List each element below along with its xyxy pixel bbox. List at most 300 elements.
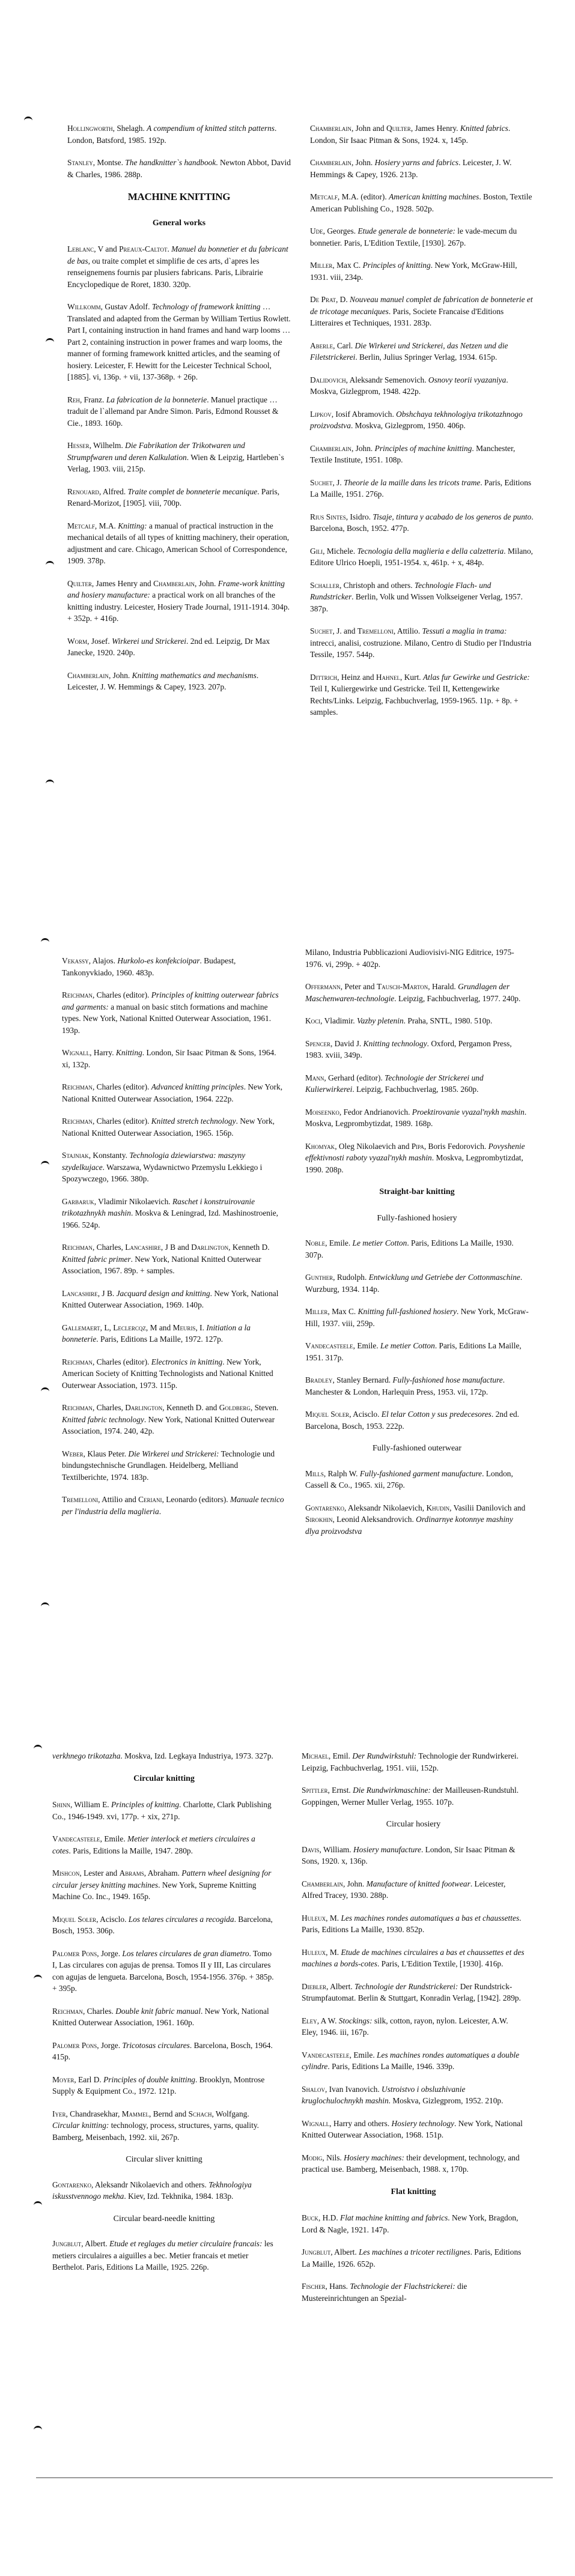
work-title: Ordinarnye kotonnye mashiny dlya proizvodstva xyxy=(305,1515,513,1536)
bibliography-entry xyxy=(305,1502,529,1538)
author-surname: Modig xyxy=(302,2153,323,2162)
work-title: The handknitter`s handbook xyxy=(125,158,216,167)
author-surname: Huleux xyxy=(302,1913,326,1923)
author-surname: Reichman xyxy=(62,1117,93,1126)
citation-text: . 2nd ed. Leipzig, Dr Max Janecke, 1920. 240p. xyxy=(67,636,270,657)
bibliography-entry xyxy=(67,578,291,625)
bibliography-entry xyxy=(310,580,534,615)
work-title: Entwicklung und Getriebe der Cottonmaschine xyxy=(368,1273,520,1282)
author-surname: Dalidovich xyxy=(310,375,346,384)
citation-text: , John and xyxy=(351,124,386,133)
author-surname: Eley xyxy=(302,2016,317,2025)
citation-text: . Berlin, Volk und Wissen Volkseigener Verlag, 1957. 387p. xyxy=(310,592,523,613)
work-title: Principles of double knitting xyxy=(103,2074,195,2084)
citation-text: . Moskva, Legprombytizdat, 1989. 168p. xyxy=(305,1107,527,1128)
work-title: Knitting xyxy=(115,1048,142,1057)
author-surname: Ceriani xyxy=(138,1495,162,1504)
bibliography-entry xyxy=(310,374,534,398)
citation-text: . Leicester, Alfred Tracey, 1930. 288p. xyxy=(302,1879,506,1900)
citation-text: . Kiev, Izd. Tekhnika, 1984. 183p. xyxy=(124,2192,234,2201)
citation-text: , M.A. (editor). xyxy=(337,192,389,201)
citation-text: . New York, National Knitted Outerwear Association, 1961. 160p. xyxy=(52,2006,269,2027)
citation-text: . Paris, Editions La Maille, 1951. 276p. xyxy=(310,477,532,499)
author-surname: Diebler xyxy=(302,1981,327,1991)
citation-text: , J. and xyxy=(332,626,357,635)
citation-text: , Acisclo. xyxy=(349,1410,382,1419)
author-surname: Aberle xyxy=(310,341,333,350)
bibliography-entry xyxy=(302,1784,525,1808)
citation-text: , Gustav Adolf. xyxy=(100,302,152,311)
work-title: Die Rundwirkmaschine: xyxy=(353,1786,431,1795)
bibliography-entry xyxy=(62,1288,285,1311)
citation-text: . Tomo I, Las circulares con agujas de prensa. Tomos II y III, Las circulares con agujas de lengueta. Barcelona, Bosch, 1954-1956. 376p. + 385p. + 395p. xyxy=(52,1948,274,1993)
citation-text: . New York, National Knitted Outerwear Association, 1968. 151p. xyxy=(302,2118,523,2139)
author-surname: Fischer xyxy=(302,2282,326,2291)
bibliography-entry xyxy=(302,1947,525,1970)
citation-text: , Acisclo. xyxy=(96,1914,129,1924)
work-title: Fully-fashioned hose manufacture xyxy=(392,1375,503,1384)
bibliography-entry xyxy=(62,1196,285,1231)
citation-text: . 2nd ed. Barcelona, Bosch, 1953. 222p. xyxy=(305,1410,519,1431)
bibliography-entry xyxy=(310,259,534,283)
citation-text: , John. xyxy=(351,443,375,453)
author-surname: Quilter xyxy=(386,124,411,133)
citation-text: Technologie und bindungstechnische Grundlagen. Heidelberg, Melliand Textilberichte, 1974. 183p. xyxy=(62,1449,275,1482)
citation-text: , Kenneth D. and xyxy=(162,1403,219,1412)
bibliography-entry xyxy=(67,486,291,509)
scan-mark-icon xyxy=(34,1975,42,1981)
author-surname: Noble xyxy=(305,1238,326,1247)
citation-text: , Chandrasekhar, xyxy=(65,2109,122,2118)
bibliography-entry xyxy=(305,1271,529,1295)
work-title: Knitted fabric primer xyxy=(62,1254,131,1264)
citation-text: , John. xyxy=(342,1879,367,1888)
work-title: Principles of knitting xyxy=(362,261,431,270)
citation-text: . Moskva, Gizlegprom, 1948. 422p. xyxy=(310,375,508,396)
citation-text: , Wolfgang. xyxy=(211,2109,249,2118)
bibliography-entry xyxy=(305,1306,529,1329)
work-title: Los telares circulares a recogida xyxy=(128,1914,234,1924)
scan-mark-icon xyxy=(46,780,54,786)
author-surname: Michael xyxy=(302,1751,329,1760)
author-surname: Tausch-Marton xyxy=(376,982,428,991)
citation-text: , Harald. xyxy=(428,982,458,991)
citation-text: . New York, National Knitted Outerwear Association, 1967. 89p. + samples. xyxy=(62,1254,261,1275)
author-surname: Vandecasteele xyxy=(302,2050,350,2059)
work-title: Osnovy teorii vyazaniya xyxy=(428,375,507,384)
work-title: Tisaje, tintura y acabado de los generos de punto xyxy=(373,512,532,521)
citation-text: , William E. xyxy=(70,1800,111,1809)
work-title: Metier interlock et metiers circulaires a cotes xyxy=(52,1834,255,1855)
work-title: Tessuti a maglia in trama: xyxy=(422,626,507,635)
work-title: Technologia dziewiarstwa: maszyny szydelkujace xyxy=(62,1151,246,1172)
author-surname: Shinn xyxy=(52,1800,70,1809)
citation-text: . Moskva, Gizlegprom, 1952. 210p. xyxy=(388,2096,504,2105)
citation-text: , Harry. xyxy=(90,1048,116,1057)
author-surname: Lancashire xyxy=(125,1243,161,1252)
work-title: Theorie de la maille dans les tricots trame xyxy=(344,477,481,487)
author-surname: Reichman xyxy=(62,1243,93,1252)
work-title: verkhnego trikotazha xyxy=(52,1751,121,1760)
author-surname: Darlington xyxy=(191,1243,229,1252)
work-title: Hosiery manufacture xyxy=(353,1844,421,1854)
author-surname: Lancashire xyxy=(62,1288,98,1298)
work-title: American knitting machines xyxy=(389,192,479,201)
citation-text: technology, process, structures, yarns, quality. Bamberg, Meisenbach, 1992. xii, 267p. xyxy=(52,2121,260,2142)
citation-text: , Emil. xyxy=(328,1751,353,1760)
citation-text: , Isidro. xyxy=(345,512,373,521)
bibliography-entry xyxy=(67,520,291,567)
author-surname: Miller xyxy=(305,1307,328,1316)
citation-text: , Jorge. xyxy=(97,2040,123,2050)
bibliography-entry xyxy=(310,294,534,329)
citation-text: , Leonardo (editors). xyxy=(162,1495,230,1504)
bibliography-entry xyxy=(62,1115,285,1139)
citation-text: . Brooklyn, Montrose Supply & Equipment Co., 1972. 121p. xyxy=(52,2074,265,2096)
citation-text: , Nils. xyxy=(322,2153,344,2162)
author-surname: Reichman xyxy=(62,1357,93,1366)
bibliography-entry xyxy=(52,2040,276,2063)
citation-text: , Heinz and xyxy=(337,672,376,682)
work-title: Jacquard design and knitting xyxy=(116,1288,210,1298)
page-3-right-column xyxy=(302,1750,525,2315)
bibliography-entry xyxy=(67,243,291,290)
bibliography-entry xyxy=(52,2179,276,2202)
citation-text: . Charlotte, Clark Publishing Co., 1946-1949. xvi, 177p. + xix, 271p. xyxy=(52,1800,272,1821)
work-title: Les machines rondes automatiques a bas et chaussettes xyxy=(341,1913,520,1923)
work-title: Die Wirkerei und Strickerei: xyxy=(128,1449,219,1458)
citation-text: a manual on basic stitch formations and machine types. New York, National Knitted Outerwear Association, 1961. 193p. xyxy=(62,1002,272,1035)
citation-text: , Max C. xyxy=(332,261,363,270)
citation-text: . xyxy=(167,244,172,253)
scan-mark-icon xyxy=(46,561,54,568)
bibliography-entry xyxy=(310,225,534,249)
author-surname: Meuris xyxy=(172,1323,196,1332)
citation-text: . Paris, Editions La Maille, 1930. 307p. xyxy=(305,1238,514,1259)
author-surname: Khudin xyxy=(426,1503,450,1512)
author-surname: Preaux-Caltot xyxy=(119,244,168,253)
author-surname: Bradley xyxy=(305,1375,333,1384)
scan-mark-icon xyxy=(34,2201,42,2208)
bibliography-entry xyxy=(62,1494,285,1517)
minor-heading: Fully-fashioned hosiery xyxy=(377,1213,457,1223)
citation-text: , M.A. xyxy=(94,521,118,530)
work-title: Die Fabrikation der Trikotwaren und Strumpfwaren und deren Kalkulation xyxy=(67,441,245,462)
citation-text: , Rudolph. xyxy=(333,1273,369,1282)
bibliography-entry xyxy=(310,157,534,180)
citation-text: , Steven. xyxy=(250,1403,279,1412)
citation-text: , Emile. xyxy=(349,2050,377,2059)
work-title: Der Rundwirkstuhl: xyxy=(352,1751,417,1760)
bibliography-entry xyxy=(62,955,285,978)
citation-text: . Paris, Editions La Maille, 1930. 852p. xyxy=(302,1913,522,1934)
author-surname: Abrams xyxy=(119,1868,144,1877)
citation-text: , Ivan Ivanovich. xyxy=(324,2084,382,2094)
bibliography-entry xyxy=(62,1241,285,1277)
author-surname: De Prat xyxy=(310,295,336,304)
work-title: Knitted fabric technology xyxy=(62,1414,144,1424)
work-title: Grundlagen der Maschenwaren-technologie xyxy=(305,982,510,1003)
author-surname: Chamberlain xyxy=(310,443,351,453)
citation-text: . Budapest, Tankonyvkiado, 1960. 483p. xyxy=(62,956,236,977)
work-title: Knitted fabrics xyxy=(460,124,508,133)
citation-text: . Paris, Editions La Maille, 1951. 317p. xyxy=(305,1341,522,1362)
citation-text: . Manchester, Textile Institute, 1951. 108p. xyxy=(310,443,516,464)
bibliography-entry xyxy=(305,1015,529,1027)
citation-text: , I. xyxy=(195,1323,207,1332)
author-surname: Gontarenko xyxy=(305,1503,344,1512)
bibliography-entry xyxy=(302,2049,525,2073)
citation-text: . Paris, Editions la Maille, 1947. 280p. xyxy=(68,1846,193,1855)
citation-text: , Peter and xyxy=(340,982,377,991)
citation-text: , A W. xyxy=(317,2016,339,2025)
bibliography-entry xyxy=(52,2108,276,2144)
citation-text: , Josef. xyxy=(87,636,112,646)
citation-text: . Leicester, J. W. Hemmings & Capey, 1926. 213p. xyxy=(310,158,512,179)
scan-mark-icon xyxy=(41,1602,49,1609)
bibliography-entry xyxy=(305,1141,529,1176)
author-surname: Sirokhin xyxy=(305,1515,333,1524)
work-title: Le metier Cotton xyxy=(380,1341,435,1350)
citation-text: . Milano, Editore Ulrico Hoepli, 1951-1954. x, 461p. + x, 484p. xyxy=(310,546,534,567)
citation-text: a manual of practical instruction in the mechanical details of all types of knitting machinery, their operation, adjustment and care. Chicago, American School of Correspondence, 1909. 378p. xyxy=(67,521,290,565)
citation-text: , V and xyxy=(94,244,120,253)
work-title: Los telares circulares de gran diametro xyxy=(122,1948,249,1958)
citation-text: , Montse. xyxy=(93,158,126,167)
citation-text: , ou traite complet et simplifie de ces arts, d`apres les renseignemens fournis par plusiers fabricans. Paris, Librairie Encyclopedique de Roret, 1830. 320p. xyxy=(67,256,263,289)
bibliography-entry xyxy=(62,1047,285,1070)
citation-text: . Warszawa, Wydawnictwo Przemyslu Lekkiego i Spozywczego, 1966. 380p. xyxy=(62,1162,263,1183)
bibliography-entry xyxy=(67,670,291,693)
citation-text: , Max C. xyxy=(327,1307,358,1316)
citation-text: , Aleksandr Nikolaevich and others. xyxy=(91,2180,209,2189)
work-title: Knitting full-fashioned hosiery xyxy=(357,1307,457,1316)
bibliography-entry xyxy=(302,2152,525,2175)
bibliography-entry xyxy=(305,1072,529,1096)
work-title: Etude et reglages du metier circulaire francais: xyxy=(109,2239,263,2248)
work-title: Principles of machine knitting xyxy=(374,443,472,453)
work-title: La fabrication de la bonneterie xyxy=(106,395,207,404)
author-surname: Schaller xyxy=(310,580,339,590)
bibliography-entry xyxy=(305,1038,529,1061)
page-1-left-column xyxy=(67,123,291,704)
bibliography-entry xyxy=(310,408,534,432)
citation-text: , Vladimir. xyxy=(320,1016,357,1025)
citation-text: , Ernst. xyxy=(327,1786,353,1795)
author-surname: Buck xyxy=(302,2213,318,2222)
citation-text: . Paris, Editions La Maille, 1946. 339p. xyxy=(327,2062,455,2071)
citation-text: , Michele. xyxy=(323,546,357,556)
citation-text: . Paris, L'Edition Textile, [1930]. 416p. xyxy=(377,1959,504,1968)
author-surname: Gili xyxy=(310,546,323,556)
bibliography-entry xyxy=(67,394,291,429)
bibliography-entry xyxy=(302,1981,525,2004)
citation-text: , L, xyxy=(100,1323,114,1332)
citation-text: , Attilio. xyxy=(393,626,422,635)
work-title: Tricotosas circulares xyxy=(122,2040,190,2050)
citation-text: … Translated and adapted from the German by William Tertius Rowlett. Part I, containing instruction in hand frames and hand warp looms … Part 2, containing instruction in power frames and warp looms, the manner of forming framework knitted articles, and the seaming of hosiery. Leicester, F. Hewitt for the Leicester Technical School, [1885]. vi, 136p. + vii, 137-368p. + 26p. xyxy=(67,302,291,381)
citation-text: , Abraham. xyxy=(144,1868,182,1877)
work-title: Pattern wheel designing for circular jersey knitting machines xyxy=(52,1868,272,1890)
work-title: A compendium of knitted stitch patterns xyxy=(147,124,275,133)
citation-text: , J. xyxy=(332,477,344,487)
citation-text: . London, Sir Isaac Pitman & Sons, 1924. x, 145p. xyxy=(310,124,511,145)
citation-text: silk, cotton, rayon, nylon. Leicester, A.W. Eley, 1946. iii, 167p. xyxy=(302,2016,508,2037)
work-title: Povyshenie effektivnosti raboty vyazal'nykh mashin xyxy=(305,1141,525,1162)
author-surname: Darlington xyxy=(125,1403,163,1412)
citation-text: , D. xyxy=(335,295,350,304)
work-title: Wirkerei und Strickerei xyxy=(112,636,187,646)
citation-text: . New York, National Knitted Outerwear Association, 1965. 156p. xyxy=(62,1117,275,1138)
author-surname: Miquel Soler xyxy=(52,1914,97,1924)
bibliography-entry xyxy=(310,477,534,500)
work-title: Circular knitting: xyxy=(52,2121,109,2130)
bibliography-entry xyxy=(305,1408,529,1432)
bibliography-entry xyxy=(302,1878,525,1902)
author-surname: Dittrich xyxy=(310,672,338,682)
citation-text: , Kenneth D. xyxy=(228,1243,270,1252)
minor-heading: Circular sliver knitting xyxy=(126,2155,202,2164)
citation-text: , Carl. xyxy=(333,341,355,350)
work-title: Le metier Cotton xyxy=(352,1238,407,1247)
author-surname: Wignall xyxy=(62,1048,90,1057)
author-surname: Khomyak xyxy=(305,1141,335,1151)
work-title: Tecnologia della maglieria e della calzetteria xyxy=(357,546,504,556)
bibliography-entry xyxy=(310,443,534,466)
work-title: Proektirovanie vyazal'nykh mashin xyxy=(412,1107,525,1117)
citation-text: , Charles, xyxy=(92,1403,126,1412)
citation-text: , Charles (editor). xyxy=(92,1082,151,1091)
citation-text: , Christoph and others. xyxy=(339,580,415,590)
citation-text: , Attilio and xyxy=(98,1495,139,1504)
subsection-heading: General works xyxy=(152,218,206,228)
work-title: Hosiery technology xyxy=(391,2118,455,2128)
author-surname: Ude xyxy=(310,226,323,235)
citation-text: , Jorge. xyxy=(97,1948,123,1958)
citation-text: . Paris, Editions La Maille, 1926. 652p. xyxy=(302,2247,522,2268)
bibliography-entry xyxy=(302,1844,525,1867)
citation-text: . Boston, Textile American Publishing Co., 1928. 502p. xyxy=(310,192,532,213)
author-surname: Huleux xyxy=(302,1947,326,1957)
citation-text: , Alfred. xyxy=(99,486,128,496)
citation-text: . Wien & Leipzig, Hartleben`s Verlag, 1903. viii, 215p. xyxy=(67,452,284,473)
author-surname: Vandecasteele xyxy=(52,1834,100,1843)
author-surname: Stanley xyxy=(67,158,93,167)
work-title: Tekhnologiya iskusstvennogo mekha xyxy=(52,2180,252,2201)
bibliography-entry xyxy=(310,671,534,718)
work-title: Technologie der Strickerei und Kulierwirkerei xyxy=(305,1073,484,1094)
work-title: Die Wirkerei und Strickerei, das Netzen und die Filetstrickerei xyxy=(310,341,508,362)
bibliography-entry xyxy=(302,1750,525,1774)
citation-text: . Paris, Societe Francaise d'Editions Litteraires et Techniques, 1931. 283p. xyxy=(310,306,504,327)
citation-text: , Boris Fedorovich. xyxy=(424,1141,488,1151)
citation-text: . xyxy=(159,1506,162,1516)
author-surname: Palomer Pons xyxy=(52,2040,97,2050)
citation-text: . New York, Bragdon, Lord & Nagle, 1921. 147p. xyxy=(302,2213,519,2234)
bibliography-entry xyxy=(62,1448,285,1483)
work-title: Knitted stretch technology xyxy=(151,1117,236,1126)
author-surname: Miller xyxy=(310,261,333,270)
citation-text: . Leicester, J. W. Hemmings & Capey, 1923. 207p. xyxy=(67,670,259,691)
bibliography-entry xyxy=(62,989,285,1036)
citation-text: der Mailleusen-Rundstuhl. Goppingen, Werner Muller Verlag, 1955. 107p. xyxy=(302,1786,519,1807)
citation-text: , Bernd and xyxy=(149,2109,189,2118)
citation-text: , M. xyxy=(326,1947,341,1957)
citation-text: , Vladimir Nikolaevich. xyxy=(94,1196,172,1206)
citation-text: , Wilhelm. xyxy=(89,441,126,450)
author-surname: Reichman xyxy=(52,2006,83,2016)
bibliography-entry xyxy=(52,2238,276,2273)
work-title: Raschet i konstruirovanie trikotazhnykh mashin xyxy=(62,1196,255,1217)
citation-text: . New York, Supreme Knitting Machine Co. Inc., 1949. 165p. xyxy=(52,1880,257,1901)
page-3-left-column xyxy=(52,1750,276,2284)
citation-text: intrecci, analisi, costruzione. Milano, Centro di Studio per l'Industria Tessile, 1957. 544p. xyxy=(310,638,532,659)
author-surname: Metcalf xyxy=(67,521,95,530)
citation-text: Teil I, Kuliergewirke und Gestricke. Teil II, Kettengewirke Rechts/Links. Leipzig, Fachbuchverlag, 1959-1965. 11p. + 8p. + samples. xyxy=(310,684,519,717)
citation-text: , Klaus Peter. xyxy=(83,1449,129,1458)
author-surname: Spencer xyxy=(305,1038,330,1048)
citation-text: . Wurzburg, 1934. 114p. xyxy=(305,1273,523,1294)
citation-text: , Charles (editor). xyxy=(92,1117,151,1126)
author-surname: Iyer xyxy=(52,2109,66,2118)
citation-text: . Leipzig, Fachbuchverlag, 1985. 260p. xyxy=(352,1085,479,1094)
citation-text: , Alajos. xyxy=(88,956,118,965)
author-surname: Leclercqz xyxy=(113,1323,146,1332)
author-surname: Garbaruk xyxy=(62,1196,94,1206)
work-title: Manuel du bonnetier et du fabricant de bas xyxy=(67,244,288,265)
author-surname: Hahnel xyxy=(376,672,401,682)
work-title: Hosiery yarns and fabrics xyxy=(374,158,459,167)
author-surname: Vandecasteele xyxy=(305,1341,353,1350)
citation-text: Der Rundstrick-Strumpfautomat. Berlin & Stuttgart, Konradin Verlag, [1942]. 289p. xyxy=(302,1981,521,2002)
section-heading: MACHINE KNITTING xyxy=(127,191,231,202)
citation-text: , M. xyxy=(326,1913,341,1923)
author-surname: Hollingworth xyxy=(67,124,113,133)
citation-text: , Earl D. xyxy=(74,2074,104,2084)
citation-text: , Ralph W. xyxy=(323,1468,360,1478)
citation-text: , Albert. xyxy=(326,1981,355,1991)
scan-mark-icon xyxy=(41,1387,49,1394)
citation-text: , Harry and others. xyxy=(329,2118,392,2128)
citation-text: , Kurt. xyxy=(400,672,423,682)
author-surname: Renouard xyxy=(67,486,99,496)
citation-text: . Moskva, Legprombytizdat, 1990. 208p. xyxy=(305,1153,523,1174)
bibliography-entry xyxy=(62,1150,285,1185)
citation-text: , M and xyxy=(145,1323,173,1332)
citation-text: . New York, National Knitted Outerwear Association, 1969. 140p. xyxy=(62,1288,279,1309)
work-title: Electronics in knitting xyxy=(151,1357,223,1366)
work-title: Fully-fashioned garment manufacture xyxy=(359,1468,482,1478)
author-surname: Schach xyxy=(188,2109,212,2118)
bibliography-entry xyxy=(305,981,529,1004)
scan-mark-icon xyxy=(41,1161,49,1168)
bibliography-entry xyxy=(52,1833,276,1856)
bibliography-entry xyxy=(52,1750,276,1762)
bibliography-entry xyxy=(62,1356,285,1392)
author-surname: Lipkov xyxy=(310,409,332,419)
author-surname: Spittler xyxy=(302,1786,328,1795)
author-surname: Gontarenko xyxy=(52,2180,91,2189)
author-surname: Moiseenko xyxy=(305,1107,339,1117)
author-surname: Pipa xyxy=(411,1141,424,1151)
bibliography-entry xyxy=(67,123,291,146)
author-surname: Mann xyxy=(305,1073,324,1082)
author-surname: Gallemaert xyxy=(62,1323,100,1332)
author-surname: Stajniak xyxy=(62,1151,89,1160)
work-title: Ustroistvo i obsluzhivanie kruglochulochnykh mashin xyxy=(302,2084,466,2105)
citation-text: . New York, American Society of Knitting Technologists and National Knitted Outerwear Association, 1973. 115p. xyxy=(62,1357,273,1390)
work-title: Initiation a la bonneterie xyxy=(62,1323,251,1344)
